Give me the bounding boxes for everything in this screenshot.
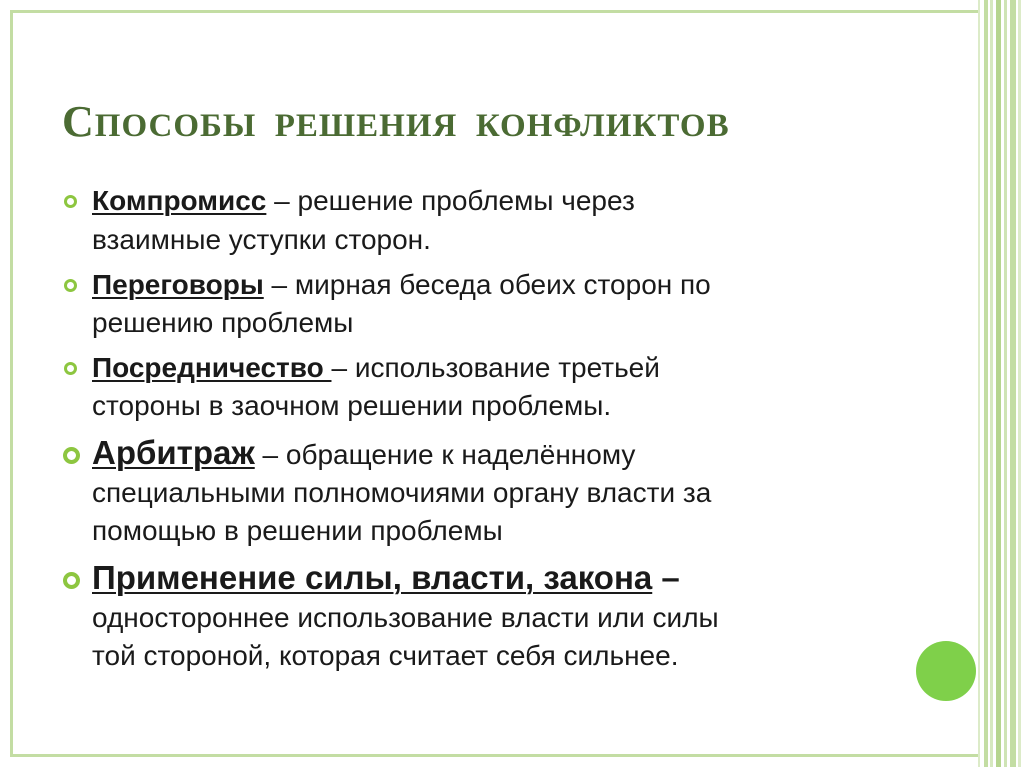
bullet-5-line-1 [92, 561, 680, 594]
bullet-1-line-2: взаимные уступки сторон. [92, 224, 431, 255]
decorative-stripe [984, 0, 988, 767]
bullet-5-term: Применение силы, власти, закона [92, 559, 653, 596]
bullet-1-text: – решение проблемы через [266, 185, 635, 216]
decorative-stripe [996, 0, 1001, 767]
bullet-3-text: – использование третьей [331, 352, 660, 383]
bullet-circle-icon [63, 447, 80, 464]
decorative-stripe [978, 0, 980, 767]
bullet-2-line-2: решению проблемы [92, 307, 354, 338]
frame-bottom-border [10, 754, 978, 757]
bullet-4-line-2: специальными полномочиями органу власти за [92, 477, 712, 508]
title-word2: РЕШЕНИЯ [274, 108, 458, 144]
green-circle-decoration [916, 641, 976, 701]
bullet-3-line-2: стороны в заочном решении проблемы. [92, 390, 612, 421]
title-word1-rest: ПОСОБЫ [94, 108, 257, 144]
bullet-4-line-3: помощью в решении проблемы [92, 515, 503, 546]
bullet-4-line-1 [92, 436, 635, 469]
bullet-circle-icon [64, 362, 77, 375]
decorative-stripe [990, 0, 993, 767]
bullet-2-term: Переговоры [92, 269, 264, 300]
bullet-1-term: Компромисс [92, 185, 267, 216]
title-word1-capital: С [62, 97, 95, 146]
bullet-circle-icon [63, 572, 80, 589]
bullet-3-term: Посредничество [92, 352, 332, 383]
bullet-circle-icon [64, 279, 77, 292]
decorative-stripe [1004, 0, 1007, 767]
bullet-5-text: – [652, 559, 680, 596]
bullet-2-text: – мирная беседа обеих сторон по [263, 269, 711, 300]
decorative-stripe [1018, 0, 1021, 767]
bullet-5-line-2: одностороннее использование власти или силы [92, 602, 719, 633]
title-word3: КОНФЛИКТОВ [475, 108, 730, 144]
bullet-1-line-1 [92, 187, 635, 215]
frame-top-border [10, 10, 978, 13]
bullet-4-text: – обращение к наделённому [254, 439, 636, 470]
bullet-2-line-1 [92, 271, 711, 299]
frame-left-border [10, 10, 13, 757]
bullet-circle-icon [64, 195, 77, 208]
decorative-stripe [1010, 0, 1016, 767]
bullet-3-line-1 [92, 354, 660, 382]
bullet-4-term: Арбитраж [92, 434, 255, 471]
slide-title [62, 97, 730, 146]
bullet-5-line-3: той стороной, которая считает себя сильнее. [92, 640, 679, 671]
